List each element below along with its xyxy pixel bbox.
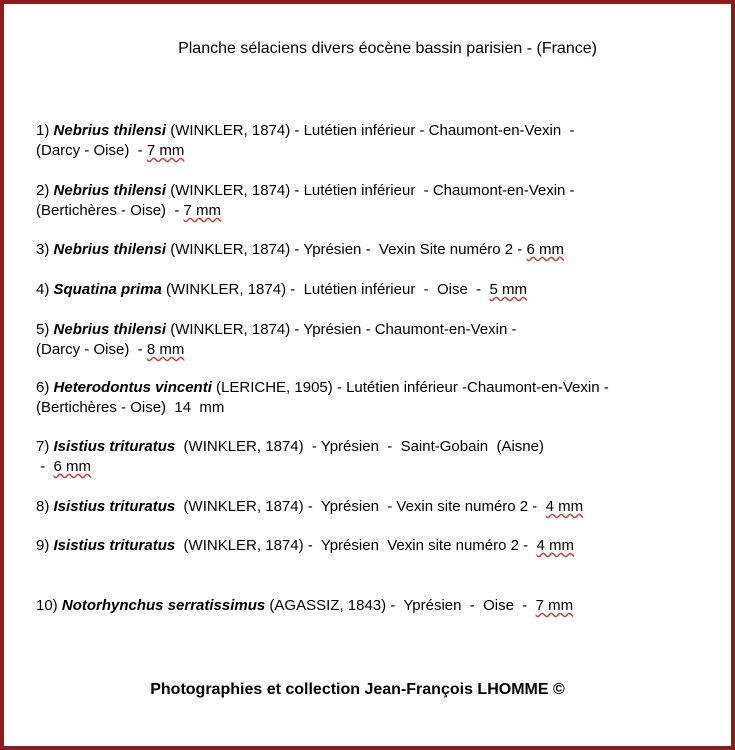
list-item: 9) Isistius trituratus (WINKLER, 1874) - Yprésien Vexin site numéro 2 - 4 mm bbox=[36, 537, 574, 554]
species-name: Isistius trituratus bbox=[53, 498, 176, 515]
species-name: Nebrius thilensi bbox=[53, 321, 167, 338]
list-item: 4) Squatina prima (WINKLER, 1874) - Lutétien inférieur - Oise - 5 mm bbox=[36, 281, 527, 298]
size-value: 8 mm bbox=[146, 341, 185, 358]
size-value: 7 mm bbox=[183, 202, 222, 219]
size-value: 4 mm bbox=[545, 498, 584, 515]
list-item: 2) Nebrius thilensi (WINKLER, 1874) - Lutétien inférieur - Chaumont-en-Vexin - (Bertichères - Oise) - 7 mm bbox=[36, 182, 575, 219]
document bbox=[8, 8, 727, 742]
species-name: Nebrius thilensi bbox=[53, 122, 167, 139]
size-value: 4 mm bbox=[536, 537, 574, 554]
list-item: 5) Nebrius thilensi (WINKLER, 1874) - Yprésien - Chaumont-en-Vexin - (Darcy - Oise) - 8 mm bbox=[36, 321, 517, 358]
list-item: 8) Isistius trituratus (WINKLER, 1874) - Yprésien - Vexin site numéro 2 - 4 mm bbox=[36, 498, 584, 515]
list-item: 7) Isistius trituratus (WINKLER, 1874) - Yprésien - Saint-Gobain (Aisne) - 6 mm bbox=[36, 438, 544, 475]
size-value: 5 mm bbox=[489, 281, 527, 298]
species-name: Squatina prima bbox=[53, 281, 162, 298]
size-value: 6 mm bbox=[53, 458, 92, 475]
species-name: Heterodontus vincenti bbox=[53, 379, 212, 396]
size-value: 7 mm bbox=[535, 597, 574, 614]
page-title: Planche sélaciens divers éocène bassin parisien - (France) bbox=[178, 40, 597, 57]
size-value: 7 mm bbox=[146, 142, 185, 159]
species-name: Notorhynchus serratissimus bbox=[61, 597, 266, 614]
size-value: 6 mm bbox=[526, 241, 564, 258]
list-item: 1) Nebrius thilensi (WINKLER, 1874) - Lutétien inférieur - Chaumont-en-Vexin - (Darcy - Oise) - 7 mm bbox=[36, 122, 575, 159]
species-name: Nebrius thilensi bbox=[53, 182, 167, 199]
list-item: 3) Nebrius thilensi (WINKLER, 1874) - Yprésien - Vexin Site numéro 2 - 6 mm bbox=[36, 241, 564, 258]
species-name: Nebrius thilensi bbox=[53, 241, 167, 258]
list-item: 10) Notorhynchus serratissimus (AGASSIZ, 1843) - Yprésien - Oise - 7 mm bbox=[36, 597, 574, 614]
species-name: Isistius trituratus bbox=[53, 537, 176, 554]
species-name: Isistius trituratus bbox=[53, 438, 176, 455]
credit-line: Photographies et collection Jean-François LHOMME © bbox=[150, 681, 565, 698]
list-item: 6) Heterodontus vincenti (LERICHE, 1905) - Lutétien inférieur -Chaumont-en-Vexin - (Bertichères - Oise) 14 mm bbox=[36, 379, 609, 416]
